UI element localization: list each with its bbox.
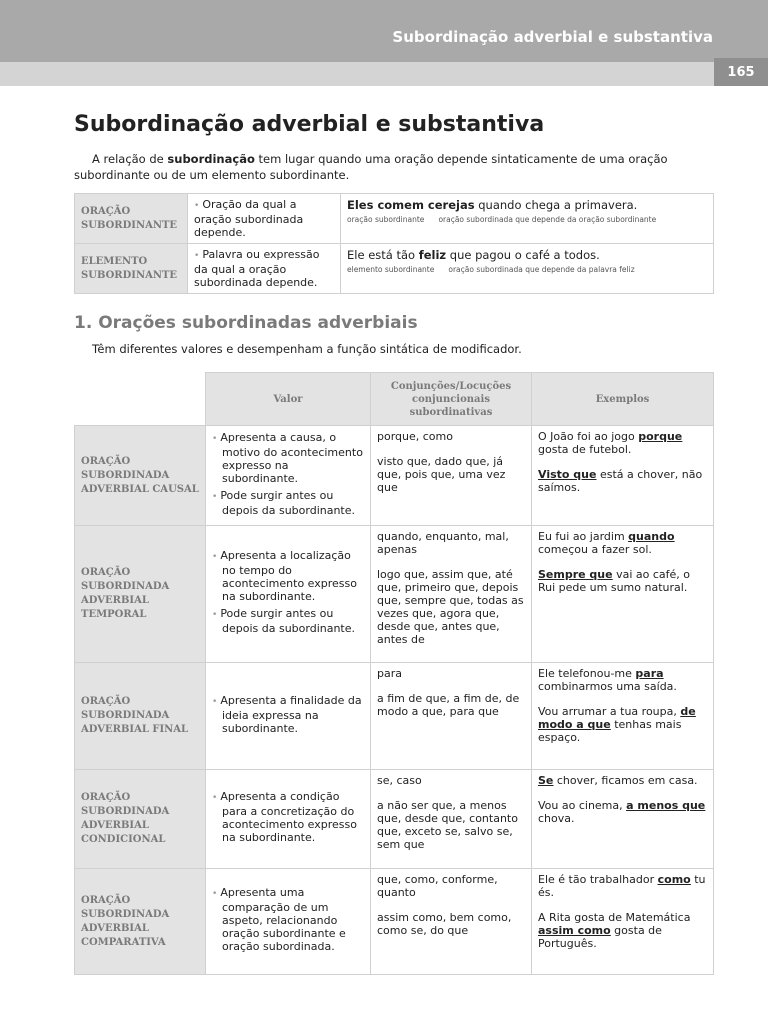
page-header bbox=[0, 0, 768, 62]
row-valor: • Apresenta a condição para a concretização do acontecimento expresso na subordinante. bbox=[206, 770, 371, 869]
example-sentence: Ele telefonou-me para combinarmos uma saída. bbox=[538, 667, 677, 693]
row-label: ORAÇÃO SUBORDINADA ADVERBIAL CONDICIONAL bbox=[75, 770, 206, 869]
valor-text: Apresenta a finalidade da ideia expressa na subordinante. bbox=[220, 693, 362, 735]
table-row bbox=[75, 663, 714, 770]
intro-paragraph bbox=[74, 151, 674, 183]
valor-text: Apresenta a causa, o motivo do acontecimento expresso na subordinante. bbox=[220, 430, 363, 485]
header-title: Subordinação adverbial e substantiva bbox=[392, 28, 713, 46]
conjunction-text: logo que, assim que, até que, primeiro que, depois que, sempre que, todas as vezes que, agora que, desde que, antes que, antes de bbox=[377, 568, 524, 646]
example-sentence: Sempre que vai ao café, o Rui pede um sumo natural. bbox=[538, 568, 691, 594]
subordination-table bbox=[74, 193, 714, 294]
row-label: ORAÇÃO SUBORDINADA ADVERBIAL COMPARATIVA bbox=[75, 869, 206, 975]
row-conjunctions bbox=[371, 663, 532, 770]
row-description: • Oração da qual a oração subordinada depende. bbox=[188, 194, 341, 244]
conjunction-text: quando, enquanto, mal, apenas bbox=[377, 530, 509, 556]
row-label: ORAÇÃO SUBORDINADA ADVERBIAL FINAL bbox=[75, 663, 206, 770]
header-exemplos: Exemplos bbox=[532, 373, 714, 426]
keyword: Sempre que bbox=[538, 568, 613, 581]
valor-text: Apresenta uma comparação de um aspeto, relacionando oração subordinante e oração subordinada. bbox=[220, 886, 346, 953]
example-sentence: O João foi ao jogo porque gosta de futebol. bbox=[538, 430, 683, 456]
example-sentence: Vou ao cinema, a menos que chova. bbox=[538, 799, 706, 825]
keyword: porque bbox=[638, 430, 683, 443]
row-conjunctions bbox=[371, 869, 532, 975]
example-sentence: Ele é tão trabalhador como tu és. bbox=[538, 873, 706, 899]
example-sentence: A Rita gosta de Matemática assim como gosta de Português. bbox=[538, 911, 691, 950]
row-conjunctions bbox=[371, 770, 532, 869]
keyword: para bbox=[635, 667, 664, 680]
example-note: oração subordinada que depende da oração subordinante bbox=[438, 215, 657, 224]
row-label: ORAÇÃO SUBORDINADA ADVERBIAL CAUSAL bbox=[75, 426, 206, 526]
row-examples bbox=[532, 869, 714, 975]
row-examples bbox=[532, 663, 714, 770]
conjunction-text: assim como, bem como, como se, do que bbox=[377, 911, 512, 937]
example-note: oração subordinante bbox=[347, 215, 425, 224]
adverbial-table bbox=[74, 372, 714, 975]
valor-text: Apresenta a condição para a concretização do acontecimento expresso na subordinante. bbox=[220, 790, 357, 844]
intro-bold: subordinação bbox=[167, 152, 255, 166]
row-examples bbox=[532, 770, 714, 869]
intro-text: A relação de bbox=[92, 152, 168, 166]
example-sentence: Eu fui ao jardim quando começou a fazer sol. bbox=[538, 530, 675, 556]
keyword: de modo a que bbox=[538, 705, 696, 731]
section-subtitle: Têm diferentes valores e desempenham a função sintática de modificador. bbox=[92, 342, 522, 356]
intro-text-rest: tem lugar quando uma oração depende sintaticamente de uma oração subordinante ou de um elemento subordinante. bbox=[74, 152, 668, 182]
table-row bbox=[75, 526, 714, 663]
keyword: Se bbox=[538, 774, 554, 787]
conjunction-text: a não ser que, a menos que, desde que, contanto que, exceto se, salvo se, sem que bbox=[377, 799, 518, 851]
row-description: • Palavra ou expressão da qual a oração subordinada depende. bbox=[188, 244, 341, 294]
keyword: Visto que bbox=[538, 468, 597, 481]
example-note: elemento subordinante bbox=[347, 265, 435, 274]
conjunction-text: para bbox=[377, 667, 402, 680]
table-row bbox=[75, 770, 714, 869]
valor-text: Pode surgir antes ou depois da subordinante. bbox=[220, 607, 356, 635]
keyword: a menos que bbox=[626, 799, 706, 812]
example-sentence: Visto que está a chover, não saímos. bbox=[538, 468, 703, 494]
header-empty bbox=[75, 373, 206, 426]
valor-text: Pode surgir antes ou depois da subordinante. bbox=[220, 488, 356, 517]
row-valor: • Apresenta a causa, o motivo do acontecimento expresso na subordinante. • Pode surgir antes ou depois da subordinante. bbox=[206, 426, 371, 526]
keyword: assim como bbox=[538, 924, 611, 937]
keyword: como bbox=[657, 873, 691, 886]
row-valor: • Apresenta uma comparação de um aspeto, relacionando oração subordinante e oração subordinada. bbox=[206, 869, 371, 975]
row-label: ELEMENTO SUBORDINANTE bbox=[75, 244, 188, 294]
table-header-row bbox=[75, 373, 714, 426]
conjunction-text: que, como, conforme, quanto bbox=[377, 873, 498, 899]
row-label: ORAÇÃO SUBORDINADA ADVERBIAL TEMPORAL bbox=[75, 526, 206, 663]
header-strip bbox=[0, 62, 714, 86]
keyword: quando bbox=[628, 530, 675, 543]
row-conjunctions bbox=[371, 426, 532, 526]
row-example: Eles comem cerejas quando chega a primavera. oração subordinante oração subordinada que depende da oração subordinante bbox=[341, 194, 714, 244]
conjunction-text: a fim de que, a fim de, de modo a que, para que bbox=[377, 692, 520, 718]
table-row bbox=[75, 426, 714, 526]
page-number: 165 bbox=[714, 58, 768, 86]
example-sentence: Vou arrumar a tua roupa, de modo a que tenhas mais espaço. bbox=[538, 705, 696, 744]
row-examples bbox=[532, 426, 714, 526]
valor-text: Apresenta a localização no tempo do acontecimento expresso na subordinante. bbox=[220, 549, 357, 603]
row-examples bbox=[532, 526, 714, 663]
row-example: Ele está tão feliz que pagou o café a todos. elemento subordinante oração subordinada que depende da palavra feliz bbox=[341, 244, 714, 294]
header-valor: Valor bbox=[206, 373, 371, 426]
page-title: Subordinação adverbial e substantiva bbox=[74, 112, 545, 137]
table-row bbox=[75, 194, 714, 244]
row-valor: • Apresenta a finalidade da ideia expressa na subordinante. bbox=[206, 663, 371, 770]
conjunction-text: porque, como bbox=[377, 430, 453, 443]
example-sentence: Se chover, ficamos em casa. bbox=[538, 774, 698, 787]
conjunction-text: se, caso bbox=[377, 774, 422, 787]
table-row bbox=[75, 244, 714, 294]
header-conj: Conjunções/Locuções conjuncionais subordinativas bbox=[371, 373, 532, 426]
example-note: oração subordinada que depende da palavra feliz bbox=[448, 265, 635, 274]
table-row bbox=[75, 869, 714, 975]
conjunction-text: visto que, dado que, já que, pois que, uma vez que bbox=[377, 455, 506, 494]
row-valor: • Apresenta a localização no tempo do acontecimento expresso na subordinante. • Pode surgir antes ou depois da subordinante. bbox=[206, 526, 371, 663]
section-title: 1. Orações subordinadas adverbiais bbox=[74, 313, 418, 333]
row-conjunctions bbox=[371, 526, 532, 663]
row-label: ORAÇÃO SUBORDINANTE bbox=[75, 194, 188, 244]
